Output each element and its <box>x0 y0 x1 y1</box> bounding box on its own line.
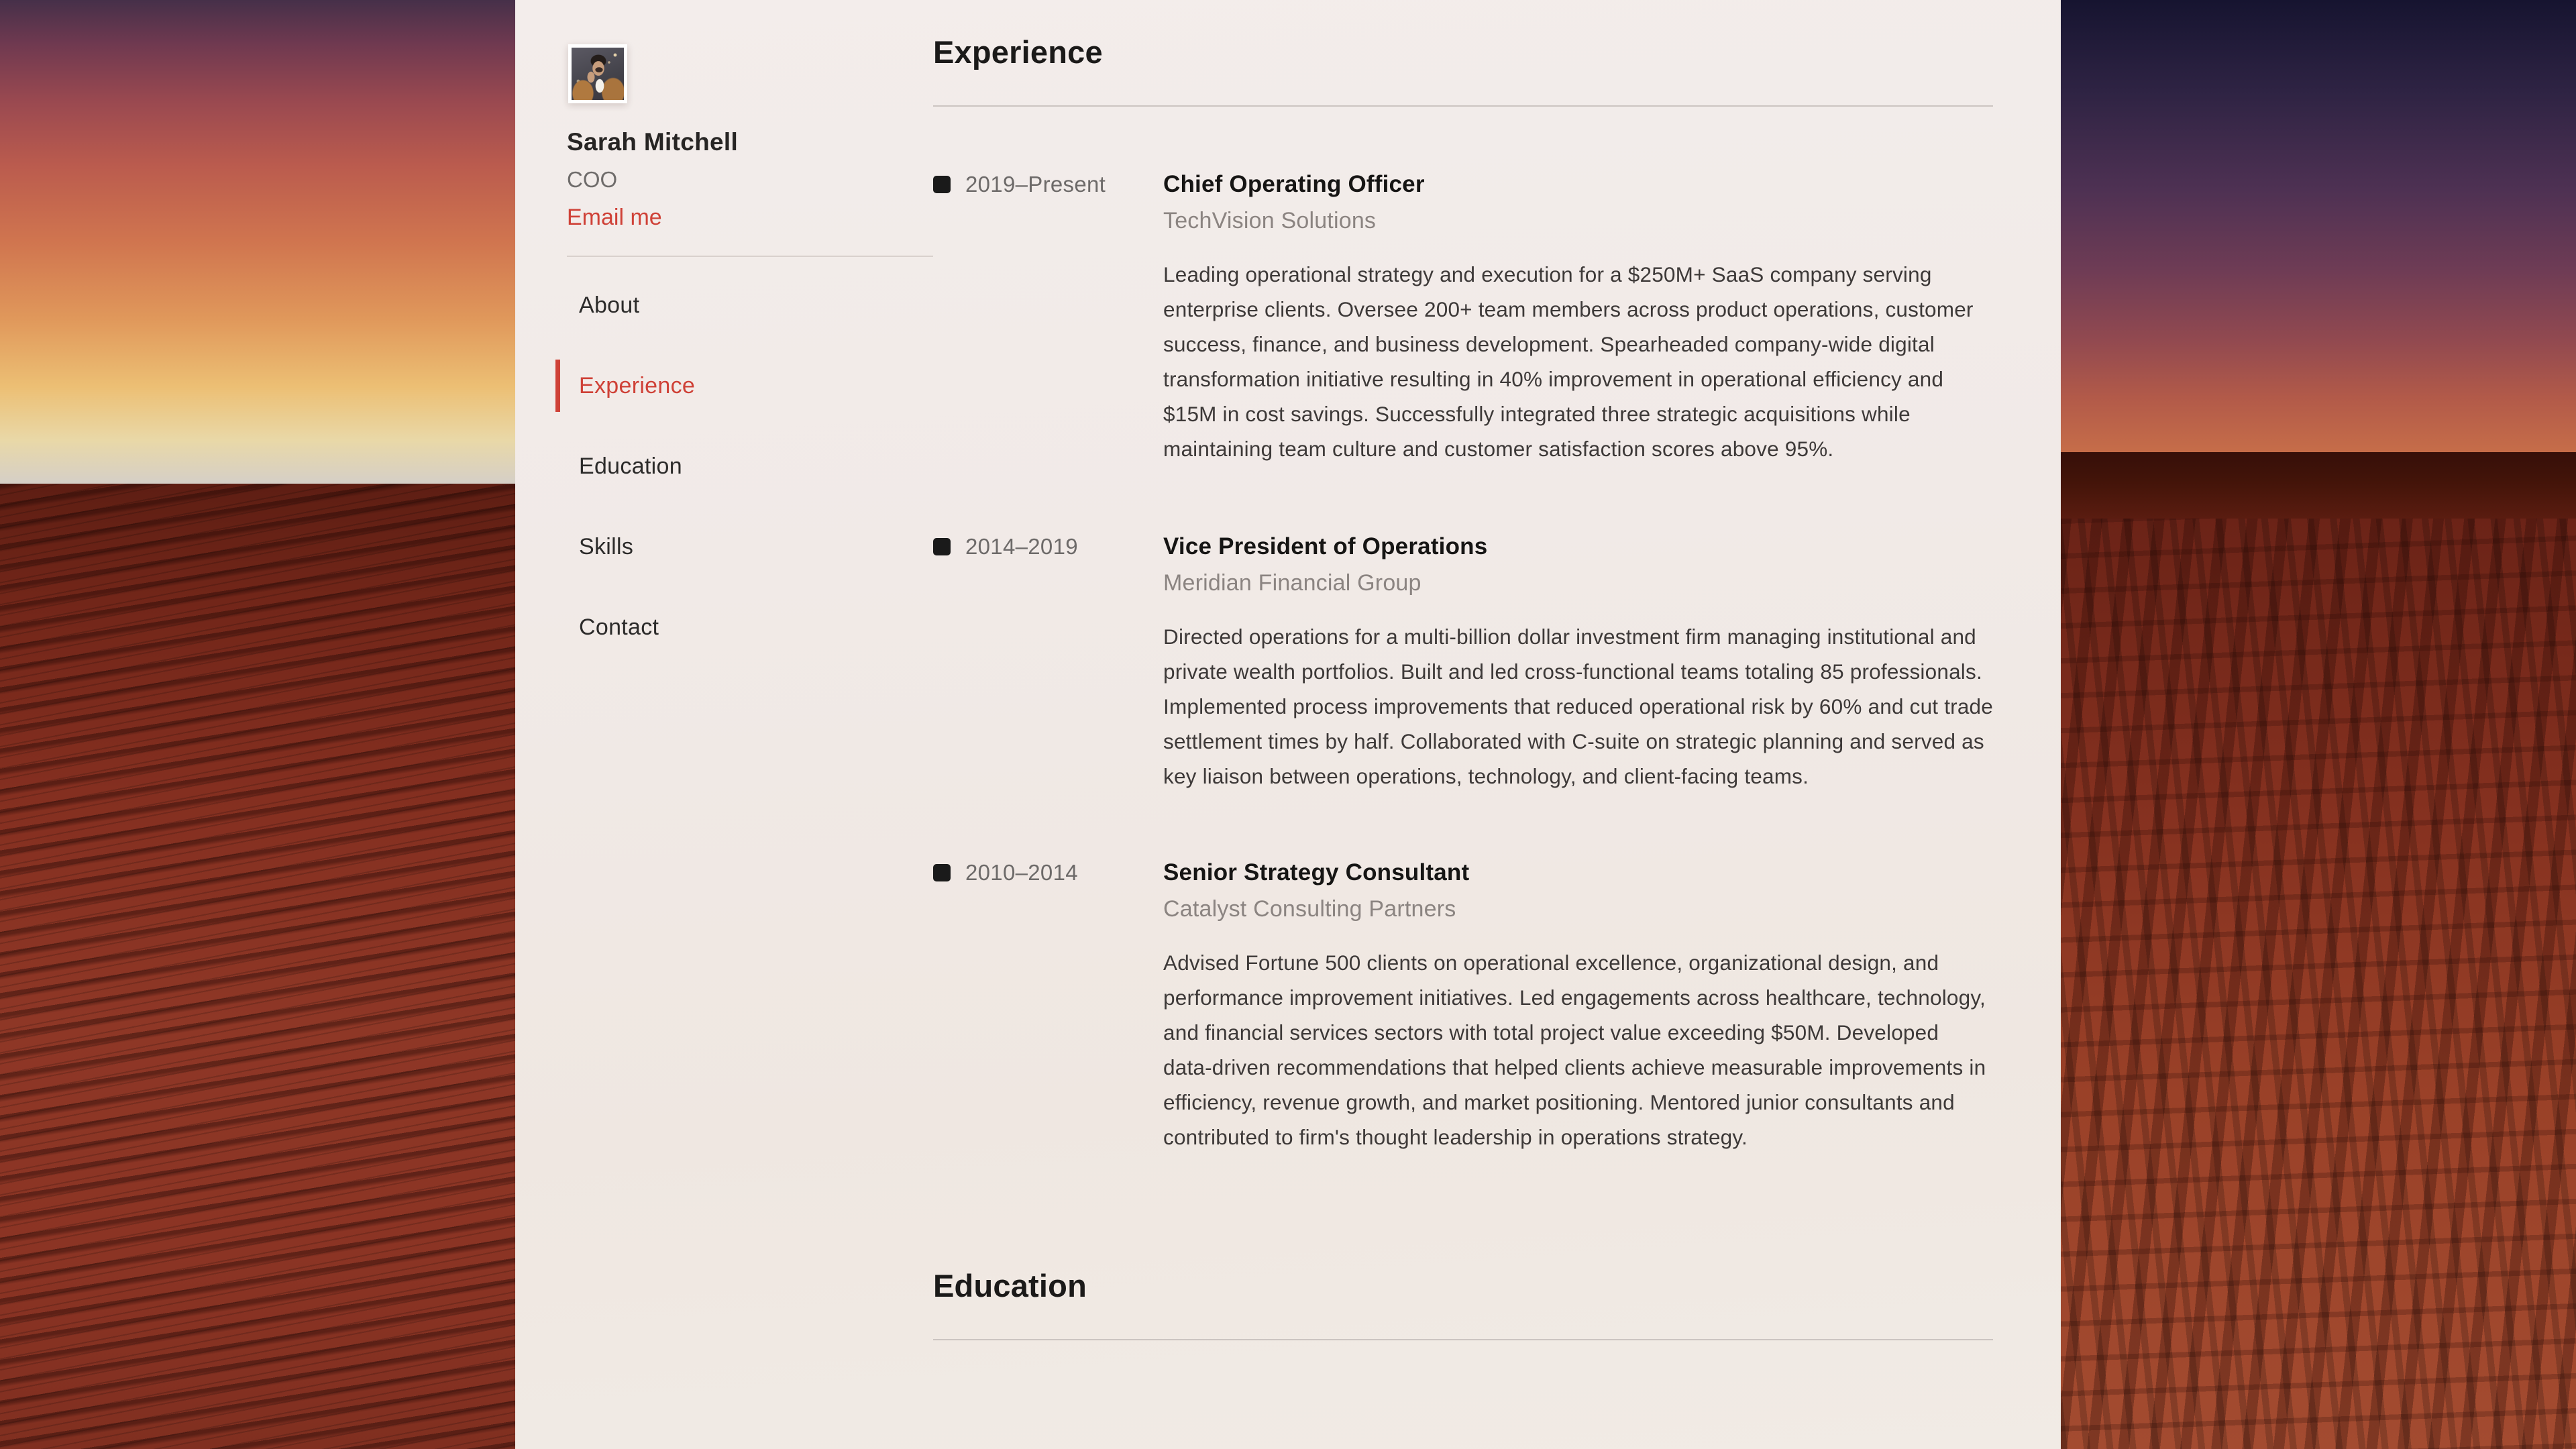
sidebar-item-label: About <box>579 292 640 318</box>
desert-background-right <box>2061 0 2576 1449</box>
entry-details-column <box>1163 170 1993 466</box>
sunset-sky-left <box>0 0 515 484</box>
sidebar-item-label: Experience <box>579 372 696 398</box>
sidebar-item-about[interactable] <box>555 265 933 345</box>
entry-period-column <box>933 170 1163 466</box>
sidebar-item-experience[interactable] <box>555 345 933 426</box>
main-content <box>933 0 1993 1340</box>
sand-dunes-right <box>2061 519 2576 1449</box>
experience-entry <box>933 532 1993 794</box>
sidebar-item-label: Education <box>579 453 682 479</box>
entry-period-column <box>933 532 1163 794</box>
sidebar-item-skills[interactable] <box>555 506 933 587</box>
sidebar-item-contact[interactable] <box>555 587 933 667</box>
sand-dunes-left <box>0 484 515 1449</box>
experience-entry <box>933 170 1993 466</box>
entry-description: Leading operational strategy and execution for a $250M+ SaaS company serving enterprise clients. Oversee 200+ team members across product operations, customer success, finance, and business development. Spearheaded company-wide digital transformation initiative resulting in 40% improvement in operational efficiency and $15M in cost savings. Successfully integrated three strategic acquisitions while maintaining team culture and customer satisfaction scores above 95%. <box>1163 262 1974 461</box>
profile-title: COO <box>567 167 618 192</box>
entry-job-title: Chief Operating Officer <box>1163 171 1425 197</box>
email-link[interactable]: Email me <box>567 205 662 230</box>
entry-description: Directed operations for a multi-billion dollar investment firm managing institutional and private wealth portfolios. Built and led cross-functional teams totaling 85 professionals. Implemented process improvements that reduced operational risk by 60% and cut trade settlement times by half. Collaborated with C-suite on strategic planning and served as key liaison between operations, technology, and client-facing teams. <box>1163 625 1993 788</box>
entry-period-column <box>933 858 1163 1155</box>
sidebar-nav <box>555 265 933 667</box>
entry-job-title: Vice President of Operations <box>1163 533 1488 559</box>
entry-period: 2010–2014 <box>965 860 1078 885</box>
sidebar-item-label: Skills <box>579 533 634 559</box>
desert-background-left <box>0 0 515 1449</box>
entry-company: Meridian Financial Group <box>1163 570 1421 596</box>
bullet-square-icon <box>933 538 951 555</box>
dune-ridge-right <box>2061 452 2576 519</box>
sidebar-divider <box>567 256 933 257</box>
experience-section-title: Experience <box>933 34 1103 70</box>
entry-company: Catalyst Consulting Partners <box>1163 896 1456 922</box>
entry-period: 2014–2019 <box>965 534 1078 559</box>
experience-divider <box>933 105 1993 107</box>
sidebar <box>567 0 933 667</box>
sunset-sky-right <box>2061 0 2576 452</box>
bullet-square-icon <box>933 864 951 881</box>
entry-company: TechVision Solutions <box>1163 208 1377 233</box>
experience-entry <box>933 858 1993 1155</box>
sidebar-item-label: Contact <box>579 614 659 640</box>
entry-details-column <box>1163 858 1993 1155</box>
sidebar-item-education[interactable] <box>555 426 933 506</box>
bullet-square-icon <box>933 176 951 193</box>
education-section-title: Education <box>933 1268 1087 1303</box>
entry-job-title: Senior Strategy Consultant <box>1163 859 1470 885</box>
avatar <box>568 44 627 103</box>
education-divider <box>933 1339 1993 1340</box>
entry-period: 2019–Present <box>965 172 1106 197</box>
entry-details-column <box>1163 532 1993 794</box>
profile-name: Sarah Mitchell <box>567 128 739 156</box>
resume-panel <box>515 0 2061 1449</box>
entry-description: Advised Fortune 500 clients on operational excellence, organizational design, and performance improvement initiatives. Led engagements across healthcare, technology, and financial services sectors with total project value exceeding $50M. Developed data-driven recommendations that helped clients achieve measurable improvements in efficiency, revenue growth, and market positioning. Mentored junior consultants and contributed to firm's thought leadership in operations strategy. <box>1163 951 1986 1149</box>
